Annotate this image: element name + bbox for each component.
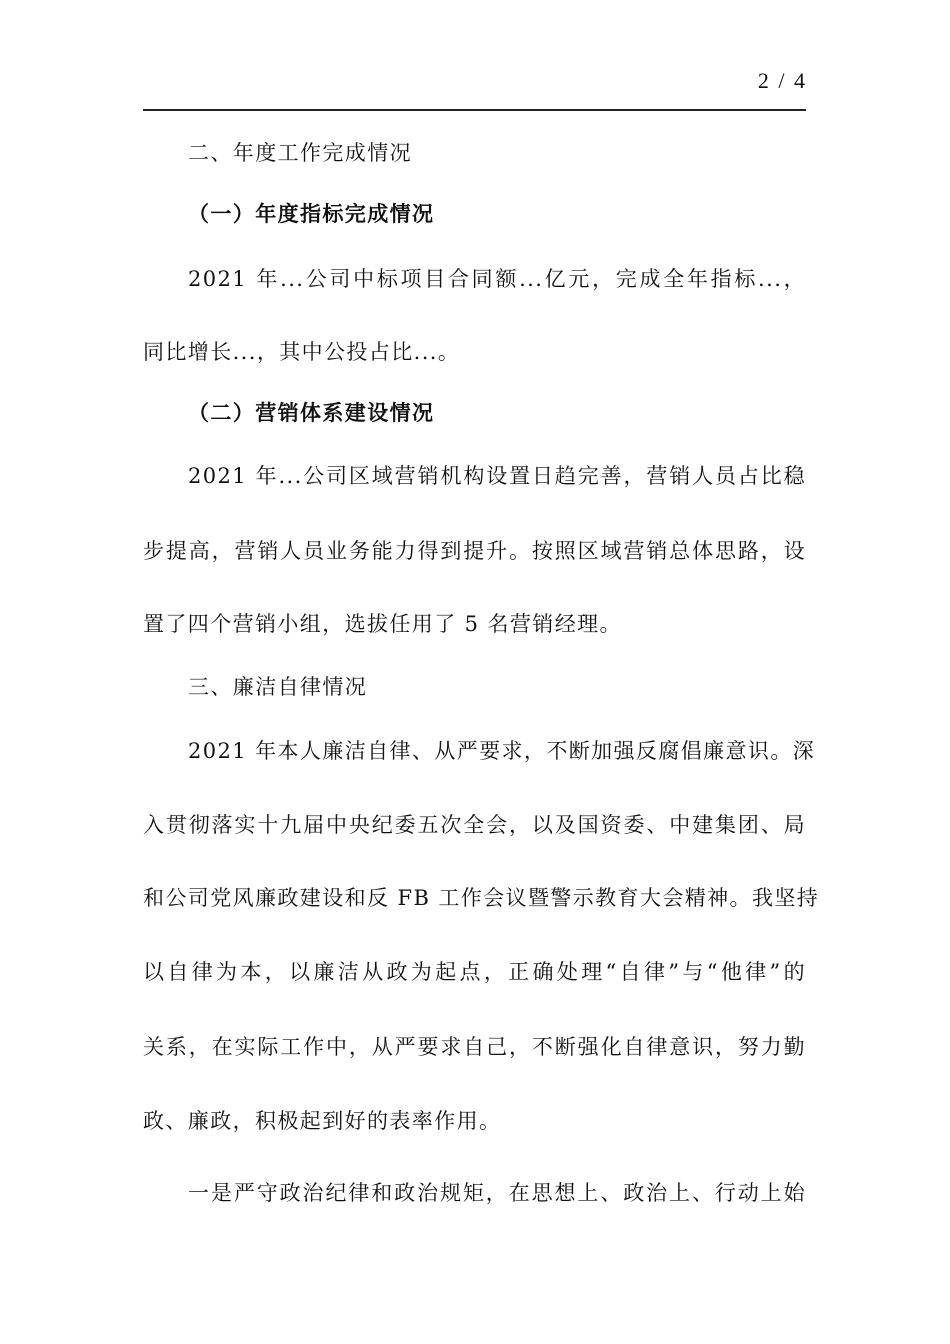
paragraph-indicators-line-2: 同比增长...，其中公投占比...。 xyxy=(143,340,461,364)
paragraph-marketing-line-2: 步提高，营销人员业务能力得到提升。按照区域营销总体思路，设 xyxy=(143,539,806,563)
section-heading-annual-work: 二、年度工作完成情况 xyxy=(188,141,412,165)
paragraph-integrity-line-4: 以自律为本，以廉洁从政为起点，正确处理“自律”与“他律”的 xyxy=(143,960,806,984)
paragraph-integrity-line-5: 关系，在实际工作中，从严要求自己，不断强化自律意识，努力勤 xyxy=(143,1035,806,1059)
paragraph-indicators-line-1: 2021 年...公司中标项目合同额...亿元，完成全年指标...， xyxy=(188,267,806,291)
paragraph-integrity-line-3: 和公司党风廉政建设和反 FB 工作会议暨警示教育大会精神。我坚持 xyxy=(143,886,820,910)
header-rule xyxy=(143,109,806,111)
subheading-marketing-system: （二）营销体系建设情况 xyxy=(188,400,435,425)
page-number: 2 / 4 xyxy=(757,68,807,93)
paragraph-marketing-line-1: 2021 年...公司区域营销机构设置日趋完善，营销人员占比稳 xyxy=(188,464,806,488)
paragraph-integrity-line-6: 政、廉政，积极起到好的表率作用。 xyxy=(143,1109,502,1133)
paragraph-integrity-line-1: 2021 年本人廉洁自律、从严要求，不断加强反腐倡廉意识。深 xyxy=(188,739,816,763)
paragraph-integrity-line-2: 入贯彻落实十九届中央纪委五次全会，以及国资委、中建集团、局 xyxy=(143,813,806,837)
section-heading-integrity: 三、廉洁自律情况 xyxy=(188,675,368,699)
subheading-annual-indicators: （一）年度指标完成情况 xyxy=(188,201,435,226)
paragraph-discipline-line-1: 一是严守政治纪律和政治规矩，在思想上、政治上、行动上始 xyxy=(188,1181,806,1205)
paragraph-marketing-line-3: 置了四个营销小组，选拔任用了 5 名营销经理。 xyxy=(143,612,622,636)
